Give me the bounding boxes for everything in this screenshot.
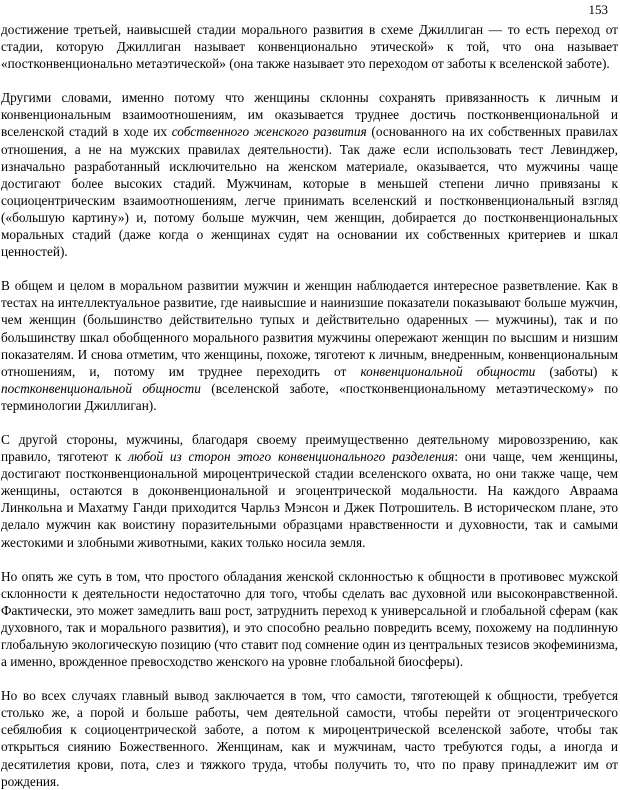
paragraph [1,89,618,260]
paragraph [1,21,618,72]
text-run: С другой стороны, мужчины, благодаря своему преимущественно деятельному мировоззрению, как правило, тяготеют к [1,431,618,465]
paragraph [1,431,618,551]
page-body [1,21,618,790]
italic-text: собственного женского развития [171,124,367,140]
text-run: (основанного на их собственных правилах отношения, а не на мужских правилах деятельности). Так даже если использовать тест Левинджер, изначально разработанный исключительно на женском материале, оказывается, что мужчины чаще достигают более высоких стадий. Мужчинам, которые в меньшей степени лично привязаны к социоцентрическим взаимоотношениям, легче принимать вселенский и постконвенциональный взгляд («большую картину») и, потому больше мужчин, чем женщин, добирается до постконвенциональных моральных стадий (даже когда о женщинах судят на основании их собственных критериев и шкал ценностей). [1,124,618,260]
page-number: 153 [588,2,608,17]
text-run: достижение третьей, наивысшей стадии морального развития в схеме Джиллиган — то есть переход от стадии, которую Джиллиган называет конвенционально этической» к той, что она называет «постконвенционально метаэтической» (она также называет это переходом от заботы к вселенской заботе). [1,22,618,72]
text-run: (вселенской заботе, «постконвенциональному метаэтическому» по терминологии Джиллиган). [1,380,618,413]
text-run: В общем и целом в моральном развитии мужчин и женщин наблюдается интересное разветвление. Как в тестах на интеллектуальное развитие, где наивысшие и наинизшие показатели показывают больше мужчин, чем женщин (большинство действительно тупых и действительно одаренных — мужчины), так и по большинству шкал обобщенного морального развития мужчины опережают женщин по высшим и низшим показателям. И снова отметим, что женщины, похоже, тяготеют к личным, внедренным, конвенциональным отношениям, и, потому им труднее переходить от [1,278,618,379]
text-run: Но во всех случаях главный вывод заключается в том, что самости, тяготеющей к общности, требуется столько же, а порой и больше работы, чем деятельной самости, чтобы перейти от эгоцентрического себялюбия к социоцентрической заботе, а потом к мироцентрической вселенской заботе, чтобы так открыться сиянию Божественного. Женщинам, как и мужчинам, часто требуются годы, а иногда и десятилетия крови, пота, слез и тяжкого труда, чтобы получить то, что по праву принадлежит им от рождения. [1,688,618,789]
italic-text: любой из сторон этого конвенционального разделения [128,449,455,465]
text-run: Но опять же суть в том, что простого обладания женской склонностью к общности в противовес мужской склонности к деятельности недостаточно для того, чтобы сделать вас духовной или высоконравственной. Фактически, это может замедлить ваш рост, затруднить переход к универсальной и глобальной сферам (как духовного, так и морального развития), и это способно реально повредить всему, похожему на подлинную глобальную экологическую позицию (что ставит под сомнение один из центральных тезисов экофеминизма, а именно, врожденное превосходство женского на уровне глобальной биосферы). [1,568,618,670]
text-run: : они чаще, чем женщины, достигают постконвенциональной мироцентрической стадии вселенского охвата, но они также чаще, чем женщины, остаются в доконвенциональной и эгоцентрической модальности. На каждого Авраама Линкольна и Махатму Ганди приходится Чарльз Мэнсон и Джек Потрошитель. В историческом плане, это делало мужчин как воистину поразительными образцами нравственности и духовности, так и самыми жестокими и злобными животными, каких только носила земля. [1,449,618,550]
text-run: Другими словами, именно потому что женщины склонны сохранять привязанность к личным и конвенциональным взаимоотношениям, им оказывается труднее достичь постконвенциональной и вселенской стадий в ходе их [1,90,618,140]
text-run: (заботы) к [535,363,618,379]
italic-text: постконвенциональной общности [1,380,201,396]
italic-text: конвенциональной общности [360,363,536,379]
paragraph [1,277,618,414]
paragraph [1,687,618,790]
paragraph [1,568,618,671]
